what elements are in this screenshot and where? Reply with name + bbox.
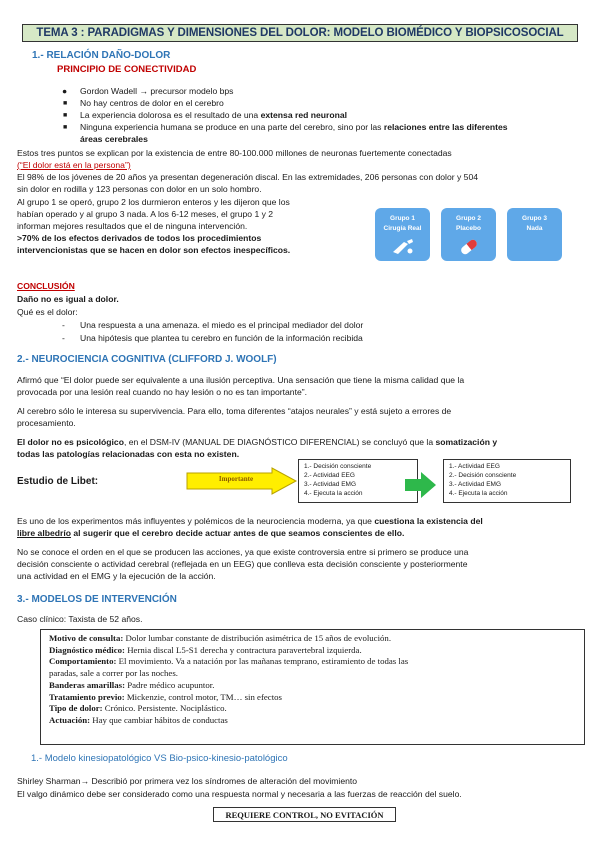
paragraph-three-points: Estos tres puntos se explican por la existencia de entre 80-100.000 millones de neuronas fuertemente conectadas [17, 148, 452, 158]
paragraph-groups-1: Al grupo 1 se operó, grupo 2 los durmieron enteros y les dijeron que los [17, 197, 290, 207]
bullet-2: No hay centros de dolor en el cerebro [80, 98, 224, 108]
conclusion-item-2: Una hipótesis que plantea tu cerebro en función de la información recibida [80, 333, 363, 343]
libet-right-item: 3.- Actividad EMG [449, 481, 502, 488]
s2-paragraph-5b: decisión consciente o actividad cerebral (reflejada en un EEG) que conlleva esta decisión consciente y posteriormente [17, 559, 468, 569]
s3-paragraph-1: Shirley Sharman→ Describió por primera vez los síndromes de alteración del movimiento [17, 776, 358, 786]
paragraph-groups-2: habían operado y al grupo 3 nada. A los 6-12 meses, el grupo 1 y 2 [17, 209, 274, 219]
card-group-1-label: Cirugía Real [383, 225, 422, 232]
s2-paragraph-3: El dolor no es psicológico, en el DSM-IV (MANUAL DE DIAGNÓSTICO DIFERENCIAL) se concluyó que la somatización y [17, 437, 498, 447]
case-row: Tratamiento previo: Mickenzie, control motor, TM… sin efectos [49, 691, 282, 702]
s2-paragraph-3-cont: todas las patologías relacionadas con esta no existen. [17, 449, 240, 459]
case-row: Motivo de consulta: Dolor lumbar constante de distribución asimétrica de 15 años de evolución. [49, 633, 392, 643]
card-group-2-label: Placebo [456, 225, 481, 232]
s3-paragraph-2: El valgo dinámico debe ser considerado como una respuesta normal y necesaria a las fuerzas de reacción del suelo. [17, 789, 462, 799]
section-2-heading: 2.- NEUROCIENCIA COGNITIVA (CLIFFORD J. WOOLF) [17, 354, 277, 365]
arrow-important-label: Importante [218, 475, 254, 483]
paragraph-groups-3: informan mejores resultados que el de ninguna intervención. [17, 221, 248, 231]
bullet-dot: ■ [63, 112, 68, 119]
dash: - [62, 320, 65, 330]
libet-left-item: 4.- Ejecuta la acción [304, 490, 363, 497]
conclusion-bold: Daño no es igual a dolor. [17, 294, 119, 304]
case-row: Diagnóstico médico: Hernia discal L5-S1 derecha y contractura paravertebral izquierda. [49, 644, 362, 655]
s2-paragraph-4: Es uno de los experimentos más influyentes y polémicos de la neurociencia moderna, ya que cuestiona la existencia del [17, 516, 483, 526]
bullet-4-cont: áreas cerebrales [80, 134, 148, 144]
paragraph-98-b: sin dolor en rodilla y 123 personas con dolor en un solo hombro. [17, 184, 262, 194]
bullet-dot: ■ [63, 124, 68, 131]
paragraph-98-a: El 98% de los jóvenes de 20 años ya presentan degeneración discal. En las extremidades, 206 personas con dolor y 504 [17, 172, 479, 182]
libet-right-item: 4.- Ejecuta la acción [449, 490, 508, 497]
s2-paragraph-2b: procesamiento. [17, 418, 76, 428]
card-group-3-label: Nada [526, 225, 543, 232]
bullet-dot: ● [62, 86, 68, 96]
arrow-green-icon [405, 472, 437, 498]
case-row: paradas, sale a correr por las noches. [49, 668, 178, 679]
bullet-4: Ninguna experiencia humana se produce en una parte del cerebro, sino por las relaciones entre las diferentes [80, 122, 508, 132]
libet-label: Estudio de Libet: [17, 476, 99, 487]
case-intro: Caso clínico: Taxista de 52 años. [17, 614, 143, 624]
paragraph-groups-5: intervencionistas que se hacen en dolor son efectos inespecíficos. [17, 245, 291, 255]
libet-left-item: 1.- Decisión consciente [304, 463, 372, 470]
section-1-heading: 1.- RELACIÓN DAÑO-DOLOR [32, 50, 171, 61]
s2-paragraph-5c: una actividad en el EMG y la ejecución de la acción. [17, 571, 216, 581]
libet-left-item: 2.- Actividad EEG [304, 472, 355, 479]
s2-paragraph-1a: Afirmó que “El dolor puede ser equivalente a una ilusión perceptiva. Una sensación que tiene la misma calidad que la [17, 375, 465, 385]
conclusion-item-1: Una respuesta a una amenaza. el miedo es el principal mediador del dolor [80, 320, 364, 330]
bullet-1: Gordon Wadell → precursor modelo bps [80, 86, 234, 96]
s3-subheading: 1.- Modelo kinesiopatológico VS Bio-psico-kinesio-patológico [31, 753, 288, 764]
s2-paragraph-5a: No se conoce el orden en el que se producen las acciones, ya que existe controversia entre si primero se produce una [17, 547, 469, 557]
bullet-3: La experiencia dolorosa es el resultado de una extensa red neuronal [80, 110, 348, 120]
surgery-icon [390, 238, 416, 256]
card-group-2 [441, 208, 496, 261]
s2-paragraph-4-cont: libre albedrío al sugerir que el cerebro decide actuar antes de que seamos conscientes de ello. [17, 528, 405, 538]
card-group-2-title: Grupo 2 [456, 215, 481, 222]
case-row: Tipo de dolor: Crónico. Persistente. Nociplástico. [49, 703, 227, 714]
pill-icon [456, 238, 482, 256]
section-1-subheading: PRINCIPIO DE CONECTIVIDAD [57, 64, 197, 75]
s2-paragraph-1b: provocada por una lesión real cuando no hay lesión o no es tan importante”. [17, 387, 307, 397]
dash: - [62, 333, 65, 343]
libet-left-item: 3.- Actividad EMG [304, 481, 357, 488]
quote-link: (“El dolor está en la persona”) [17, 160, 131, 170]
libet-right-item: 2.- Decisión consciente [449, 472, 517, 479]
s2-paragraph-2a: Al cerebro sólo le interesa su supervivencia. Para ello, toma diferentes “atajos neurales” y está sujeto a errores de [17, 406, 452, 416]
card-group-1-title: Grupo 1 [390, 215, 415, 222]
case-row: Comportamiento: El movimiento. Va a natación por las mañanas temprano, estiramiento de todas las [49, 656, 409, 667]
card-group-3-title: Grupo 3 [522, 215, 547, 222]
page-title: TEMA 3 : PARADIGMAS Y DIMENSIONES DEL DOLOR: MODELO BIOMÉDICO Y BIOPSICOSOCIAL [22, 24, 578, 42]
card-group-3 [507, 208, 562, 261]
conclusion-question: Qué es el dolor: [17, 307, 78, 317]
libet-right-item: 1.- Actividad EEG [449, 463, 500, 470]
bullet-dot: ■ [63, 100, 68, 107]
libet-right-box [443, 459, 571, 503]
case-row: Banderas amarillas: Padre médico acupuntor. [49, 679, 215, 690]
card-group-1 [375, 208, 430, 261]
paragraph-groups-4: >70% de los efectos derivados de todos los procedimientos [17, 233, 262, 243]
case-box [40, 629, 585, 745]
conclusion-heading: CONCLUSIÓN [17, 281, 75, 291]
libet-left-box [298, 459, 418, 503]
section-3-heading: 3.- MODELOS DE INTERVENCIÓN [17, 594, 177, 605]
case-row: Actuación: Hay que cambiar hábitos de conductas [49, 714, 228, 725]
final-box: REQUIERE CONTROL, NO EVITACIÓN [213, 807, 396, 822]
